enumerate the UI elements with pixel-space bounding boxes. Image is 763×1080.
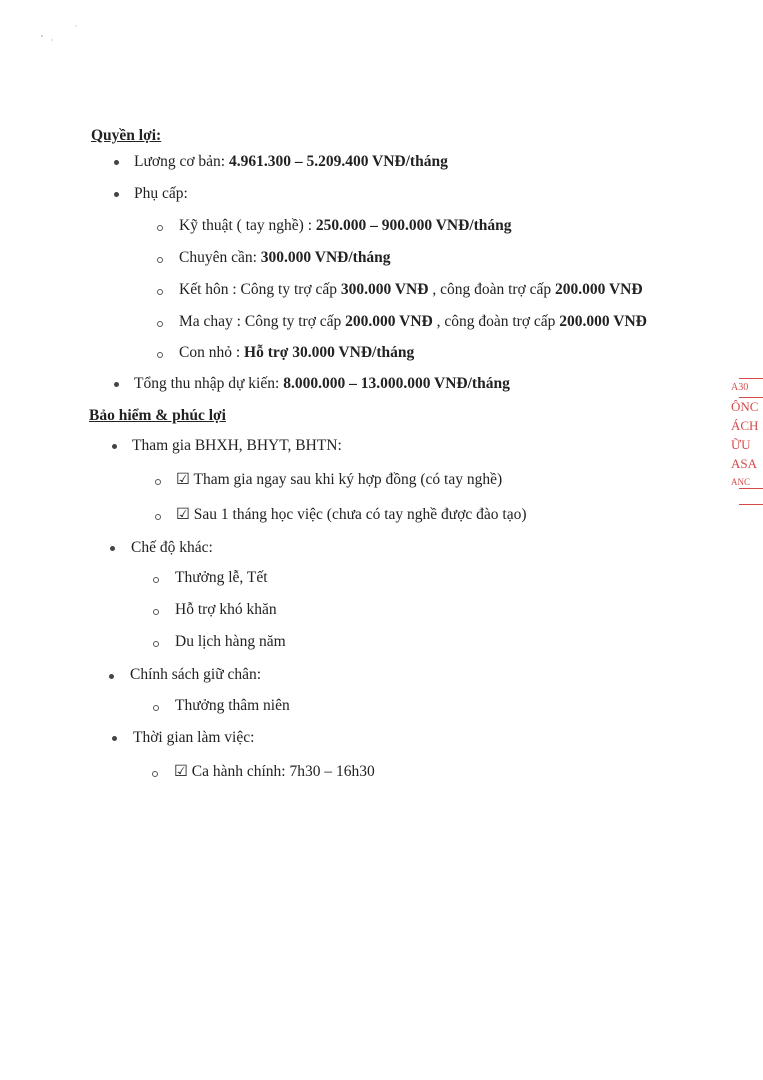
stamp-line-text: ÁCH — [731, 418, 759, 433]
bullet — [114, 160, 119, 165]
stamp-line-text: ỮU — [731, 437, 751, 452]
allowance-funeral — [179, 312, 647, 332]
sub-bullet — [155, 479, 161, 485]
allowance-label-text: Con nhỏ : — [179, 344, 245, 361]
stamp-line-text: ÔNC — [731, 399, 759, 414]
allowance-value: 300.000 VNĐ/tháng — [260, 249, 391, 266]
allowance-label-text: Kỹ thuật ( tay nghề) : — [179, 217, 316, 234]
stamp-line-text: A30 — [731, 382, 749, 393]
hours-item: ☑ Ca hành chính: 7h30 – 16h30 — [174, 763, 375, 780]
allowance-value-2: 200.000 VNĐ — [555, 281, 643, 298]
base-salary-value: 4.961.300 – 5.209.400 VNĐ/tháng — [228, 153, 448, 170]
total-income-label: Tổng thu nhập dự kiến: — [134, 375, 284, 392]
other-item: Du lịch hàng năm — [175, 633, 286, 650]
allowance-label: Phụ cấp: — [134, 185, 188, 202]
allowance-label-text: Ma chay : Công ty trợ cấp — [179, 313, 346, 330]
bullet — [110, 546, 115, 551]
sub-bullet — [152, 771, 158, 777]
stamp-border — [739, 488, 763, 489]
allowance-child — [179, 343, 414, 363]
sub-bullet — [157, 257, 163, 263]
allowance-marriage — [179, 280, 643, 300]
insurance-heading: Bảo hiểm & phúc lợi — [89, 407, 226, 424]
sub-bullet — [155, 514, 161, 520]
sub-bullet — [153, 641, 159, 647]
allowance-label-text: Kết hôn : Công ty trợ cấp — [179, 281, 341, 298]
sub-bullet — [157, 289, 163, 295]
sub-bullet — [153, 577, 159, 583]
bullet — [109, 674, 114, 679]
insurance-join-label: Tham gia BHXH, BHYT, BHTN: — [132, 437, 342, 454]
bullet — [112, 444, 117, 449]
stamp-line-text: ANC — [731, 477, 751, 487]
base-salary-label: Lương cơ bản: — [134, 153, 229, 170]
other-label: Chế độ khác: — [131, 539, 213, 556]
sub-bullet — [157, 225, 163, 231]
insurance-join-item: ☑ Tham gia ngay sau khi ký hợp đồng (có tay nghề) — [176, 471, 503, 488]
hours-label: Thời gian làm việc: — [133, 729, 255, 746]
allowance-attendance — [179, 248, 391, 268]
stamp-border — [739, 397, 763, 398]
bullet — [112, 736, 117, 741]
sub-bullet — [153, 705, 159, 711]
total-income-line — [134, 374, 510, 394]
base-salary-line — [134, 152, 448, 172]
allowance-mid-text: , công đoàn trợ cấp — [432, 313, 560, 330]
sub-bullet — [157, 352, 163, 358]
allowance-value: 200.000 VNĐ — [345, 313, 433, 330]
stamp-border — [739, 378, 763, 379]
sub-bullet — [153, 609, 159, 615]
other-item: Thưởng lễ, Tết — [175, 569, 268, 586]
insurance-join-item: ☑ Sau 1 tháng học việc (chưa có tay nghề được đào tạo) — [176, 506, 527, 523]
total-income-value: 8.000.000 – 13.000.000 VNĐ/tháng — [283, 375, 510, 392]
allowance-value: 250.000 – 900.000 VNĐ/tháng — [315, 217, 512, 234]
benefits-heading: Quyền lợi: — [91, 127, 162, 144]
other-item: Hỗ trợ khó khăn — [175, 601, 277, 618]
stamp-border — [739, 504, 763, 505]
allowance-label-text: Chuyên cần: — [179, 249, 261, 266]
allowance-mid-text: , công đoàn trợ cấp — [428, 281, 556, 298]
retention-item: Thưởng thâm niên — [175, 697, 290, 714]
retention-label: Chính sách giữ chân: — [130, 666, 262, 683]
stamp-line-text: ASA — [731, 456, 758, 471]
scan-specks — [38, 6, 78, 46]
allowance-value: Hỗ trợ 30.000 VNĐ/tháng — [244, 344, 415, 361]
sub-bullet — [157, 321, 163, 327]
allowance-technical — [179, 216, 512, 236]
bullet — [114, 382, 119, 387]
allowance-value: 300.000 VNĐ — [340, 281, 429, 298]
allowance-value-2: 200.000 VNĐ — [559, 313, 647, 330]
bullet — [114, 192, 119, 197]
